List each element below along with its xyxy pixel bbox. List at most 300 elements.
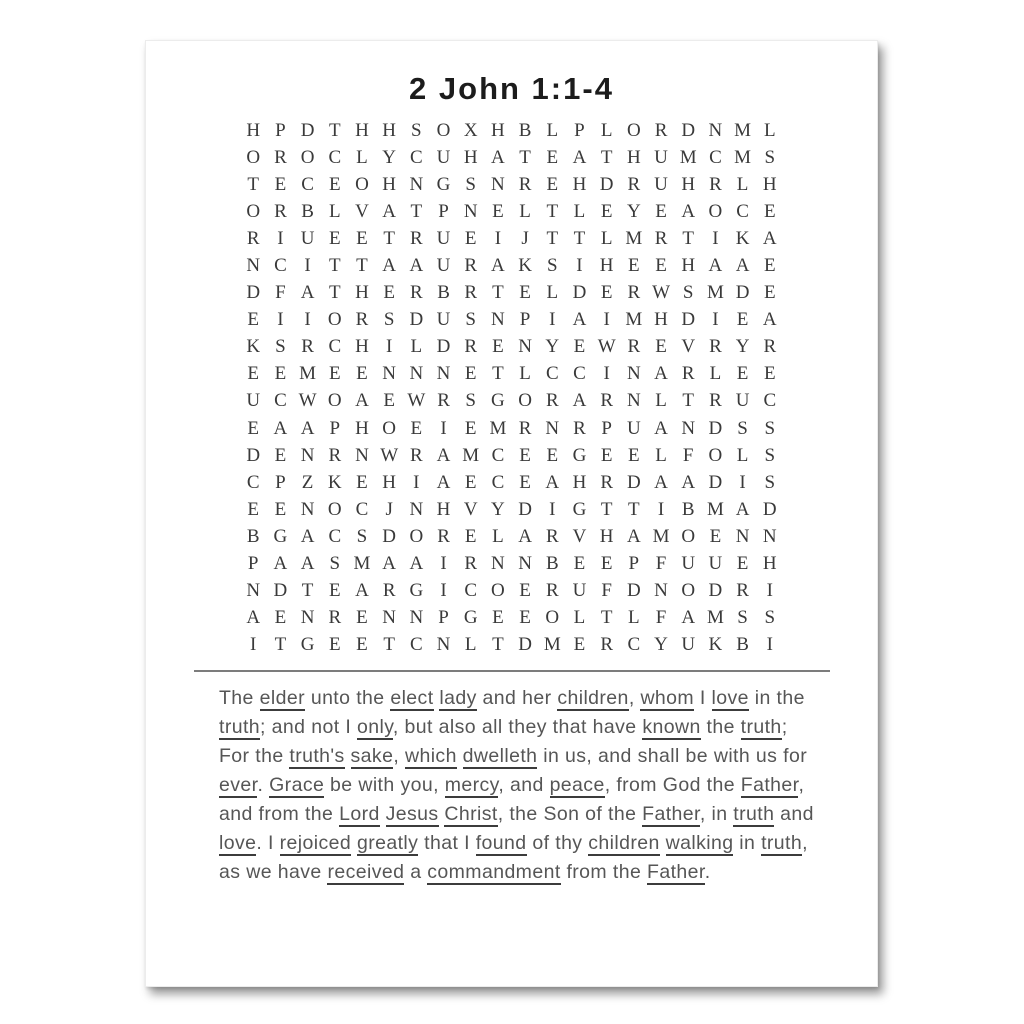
passage-text: from the [560, 860, 648, 883]
grid-letter: R [274, 146, 287, 168]
passage-text: . I [256, 831, 280, 854]
passage-text: and her [476, 686, 558, 709]
grid-letter: A [409, 255, 424, 277]
grid-letter: W [407, 390, 426, 412]
hidden-word: which [404, 744, 457, 767]
grid-letter: R [654, 119, 668, 141]
grid-letter: I [712, 227, 719, 249]
grid-letter: I [603, 363, 610, 385]
hidden-word: elder [259, 686, 305, 709]
passage-text: The [219, 686, 260, 709]
hidden-word: dwelleth [462, 744, 538, 767]
grid-letter: L [655, 444, 667, 466]
passage-text: , in [699, 802, 734, 825]
grid-letter: A [735, 255, 750, 277]
grid-letter: R [355, 309, 369, 331]
passage-text: I [694, 686, 712, 709]
grid-letter: E [328, 363, 341, 385]
grid-letter: A [572, 309, 587, 331]
grid-letter: M [706, 282, 724, 304]
grid-letter: T [546, 200, 559, 222]
grid-letter: E [247, 309, 260, 331]
passage-text: as we have [219, 860, 328, 883]
hidden-word: truth [219, 715, 261, 738]
grid-row [146, 225, 877, 252]
grid-letter: R [464, 255, 478, 277]
grid-letter: G [572, 498, 587, 520]
grid-letter: E [274, 444, 287, 466]
grid-letter: E [736, 309, 749, 331]
grid-letter: A [300, 417, 315, 439]
grid-letter: I [549, 309, 556, 331]
grid-letter: H [572, 173, 587, 195]
grid-letter: I [603, 309, 610, 331]
grid-letter: L [628, 607, 640, 629]
grid-letter: U [436, 146, 451, 168]
grid-letter: N [382, 607, 397, 629]
grid-row [146, 334, 877, 361]
grid-row [146, 171, 877, 198]
grid-letter: R [328, 607, 342, 629]
passage-text [345, 745, 351, 767]
grid-letter: N [735, 525, 750, 547]
grid-letter: A [762, 227, 777, 249]
grid-letter: D [273, 580, 288, 602]
grid-letter: U [572, 580, 587, 602]
grid-letter: O [409, 525, 424, 547]
hidden-word: peace [549, 773, 605, 796]
grid-letter: A [382, 200, 397, 222]
grid-letter: H [762, 553, 777, 575]
hidden-word: commandment [427, 860, 561, 883]
hidden-word: ever [219, 773, 258, 796]
grid-letter: W [380, 444, 399, 466]
grid-letter: E [247, 498, 260, 520]
grid-letter: M [625, 309, 643, 331]
grid-row [146, 578, 877, 605]
passage-line [219, 858, 849, 887]
grid-letter: C [328, 525, 342, 547]
grid-letter: W [652, 282, 670, 304]
grid-letter: U [654, 146, 668, 168]
grid-letter: D [246, 444, 261, 466]
grid-letter: U [626, 417, 641, 439]
grid-letter: C [709, 146, 722, 168]
grid-letter: G [463, 607, 478, 629]
grid-row [146, 469, 877, 496]
grid-letter: N [626, 363, 641, 385]
grid-letter: Y [626, 200, 641, 222]
hidden-word: walking [665, 831, 734, 854]
grid-letter: M [462, 444, 480, 466]
grid-letter: D [572, 282, 587, 304]
grid-letter: U [436, 309, 451, 331]
grid-letter: O [626, 119, 641, 141]
page-title: 2 John 1:1-4 [409, 71, 614, 106]
grid-letter: D [626, 471, 641, 493]
grid-letter: N [708, 119, 723, 141]
grid-letter: C [328, 336, 342, 358]
grid-letter: E [655, 336, 667, 358]
grid-letter: E [763, 363, 776, 385]
grid-letter: T [301, 580, 314, 602]
grid-letter: T [247, 173, 260, 195]
grid-letter: E [628, 444, 640, 466]
grid-letter: C [355, 498, 369, 520]
grid-letter: N [355, 444, 369, 466]
grid-letter: S [682, 282, 694, 304]
grid-letter: C [328, 146, 342, 168]
grid-letter: M [706, 607, 724, 629]
grid-letter: V [463, 498, 478, 520]
grid-letter: V [572, 525, 587, 547]
grid-letter: S [465, 309, 476, 331]
hidden-word: only [356, 715, 393, 738]
grid-letter: E [763, 282, 776, 304]
grid-letter: R [545, 525, 559, 547]
grid-letter: E [546, 444, 559, 466]
grid-row [146, 388, 877, 415]
grid-letter: N [436, 634, 451, 656]
grid-letter: E [546, 146, 559, 168]
grid-letter: A [436, 444, 451, 466]
grid-letter: R [681, 363, 695, 385]
grid-letter: E [356, 363, 368, 385]
grid-letter: M [734, 119, 752, 141]
grid-letter: Y [654, 634, 668, 656]
grid-letter: T [328, 282, 341, 304]
grid-letter: N [300, 444, 315, 466]
grid-letter: D [735, 282, 750, 304]
hidden-word: children [557, 686, 629, 709]
passage-text: be with you, [324, 773, 445, 796]
grid-letter: A [300, 525, 315, 547]
grid-letter: T [328, 119, 341, 141]
grid-letter: A [382, 553, 397, 575]
grid-letter: E [274, 498, 287, 520]
grid-letter: R [410, 444, 423, 466]
grid-letter: L [519, 363, 531, 385]
grid-letter: H [355, 417, 369, 439]
grid-letter: C [763, 390, 777, 412]
grid-letter: E [763, 255, 776, 277]
grid-letter: A [300, 282, 315, 304]
grid-letter: M [706, 498, 724, 520]
grid-letter: E [328, 173, 341, 195]
passage-text: in the [748, 686, 805, 709]
passage-text [380, 803, 386, 825]
grid-letter: P [628, 553, 640, 575]
grid-letter: A [491, 146, 505, 168]
grid-letter: H [762, 173, 777, 195]
grid-letter: S [737, 417, 748, 439]
grid-letter: N [491, 553, 505, 575]
grid-letter: E [356, 607, 368, 629]
grid-letter: C [627, 634, 641, 656]
grid-letter: N [300, 498, 315, 520]
grid-letter: K [246, 336, 261, 358]
hidden-word: Father [647, 860, 705, 883]
grid-letter: L [519, 200, 531, 222]
hidden-word: greatly [356, 831, 419, 854]
grid-letter: L [709, 363, 722, 385]
grid-letter: C [274, 390, 287, 412]
passage-text: , [802, 831, 808, 854]
verse-passage [219, 684, 849, 887]
grid-letter: R [627, 173, 641, 195]
grid-letter: C [491, 444, 505, 466]
grid-letter: R [464, 336, 478, 358]
grid-letter: P [438, 200, 449, 222]
grid-letter: I [277, 309, 284, 331]
grid-letter: R [464, 282, 478, 304]
grid-letter: C [545, 363, 559, 385]
grid-letter: O [327, 390, 342, 412]
grid-letter: E [383, 282, 395, 304]
grid-letter: E [328, 634, 341, 656]
grid-letter: L [600, 119, 613, 141]
grid-letter: I [576, 255, 583, 277]
hidden-word: children [588, 831, 660, 854]
grid-letter: M [625, 227, 643, 249]
grid-letter: H [572, 471, 587, 493]
hidden-word: Jesus [385, 802, 439, 825]
grid-letter: H [681, 173, 696, 195]
grid-letter: T [492, 282, 504, 304]
grid-letter: J [521, 227, 529, 249]
grid-letter: I [277, 227, 284, 249]
grid-letter: H [681, 255, 696, 277]
grid-letter: R [518, 417, 532, 439]
grid-letter: B [301, 200, 314, 222]
grid-letter: R [627, 282, 641, 304]
grid-letter: E [328, 227, 341, 249]
grid-letter: R [627, 336, 641, 358]
grid-letter: O [708, 444, 723, 466]
grid-letter: C [274, 255, 287, 277]
passage-text [457, 745, 463, 767]
grid-letter: N [545, 417, 560, 439]
grid-letter: A [681, 607, 696, 629]
grid-letter: R [410, 227, 423, 249]
grid-letter: N [246, 580, 261, 602]
hidden-word: Grace [269, 773, 325, 796]
grid-letter: A [735, 498, 750, 520]
grid-letter: G [273, 525, 288, 547]
passage-text: , [628, 686, 641, 709]
grid-letter: E [600, 553, 613, 575]
grid-letter: I [440, 553, 447, 575]
passage-text: and [774, 802, 814, 825]
passage-text: a [404, 860, 428, 883]
grid-letter: K [735, 227, 750, 249]
grid-letter: D [382, 525, 397, 547]
grid-letter: S [737, 607, 748, 629]
passage-text: , [798, 773, 805, 796]
grid-letter: O [382, 417, 397, 439]
grid-letter: A [545, 471, 560, 493]
passage-text: , and [498, 773, 550, 796]
grid-letter: R [600, 390, 613, 412]
grid-letter: T [600, 498, 613, 520]
grid-letter: O [246, 146, 261, 168]
passage-text: unto the [305, 686, 391, 709]
grid-letter: N [246, 255, 261, 277]
grid-letter: E [410, 417, 423, 439]
grid-letter: B [518, 119, 532, 141]
grid-letter: R [545, 390, 559, 412]
grid-letter: T [410, 200, 423, 222]
grid-letter: T [492, 634, 504, 656]
grid-letter: P [275, 119, 286, 141]
grid-letter: I [657, 498, 665, 520]
passage-text: , [393, 744, 405, 767]
grid-letter: O [681, 580, 696, 602]
grid-letter: R [709, 173, 722, 195]
grid-letter: K [518, 255, 532, 277]
grid-letter: G [409, 580, 424, 602]
grid-letter: H [436, 498, 451, 520]
hidden-word: mercy [444, 773, 499, 796]
passage-line [219, 829, 849, 858]
grid-letter: U [436, 255, 451, 277]
grid-letter: P [574, 119, 585, 141]
grid-letter: L [573, 200, 586, 222]
grid-letter: A [518, 525, 532, 547]
grid-letter: E [492, 336, 504, 358]
grid-letter: E [600, 444, 613, 466]
grid-letter: T [383, 634, 395, 656]
grid-letter: Y [545, 336, 560, 358]
grid-letter: H [355, 119, 369, 141]
grid-letter: U [246, 390, 261, 412]
grid-letter: H [463, 146, 478, 168]
grid-letter: F [275, 282, 286, 304]
grid-letter: Y [382, 146, 397, 168]
grid-letter: E [573, 634, 586, 656]
grid-letter: A [572, 146, 587, 168]
passage-line [219, 771, 849, 800]
grid-letter: I [385, 336, 393, 358]
grid-letter: E [464, 417, 477, 439]
grid-letter: O [300, 146, 315, 168]
passage-text: , but also all they that have [392, 715, 643, 738]
grid-letter: D [518, 634, 532, 656]
grid-letter: R [410, 282, 423, 304]
grid-letter: A [708, 255, 723, 277]
grid-letter: T [356, 255, 368, 277]
passage-text: , from God the [604, 773, 741, 796]
grid-letter: R [736, 580, 749, 602]
grid-letter: N [409, 607, 424, 629]
grid-letter: T [600, 607, 613, 629]
grid-letter: I [549, 498, 556, 520]
grid-letter: M [489, 417, 507, 439]
grid-letter: E [519, 471, 531, 493]
grid-letter: L [763, 119, 776, 141]
grid-letter: G [572, 444, 587, 466]
grid-letter: T [328, 255, 341, 277]
grid-letter: N [491, 309, 505, 331]
grid-letter: S [764, 607, 776, 629]
grid-letter: D [436, 336, 451, 358]
grid-letter: W [597, 336, 616, 358]
grid-letter: R [382, 580, 396, 602]
grid-row [146, 551, 877, 578]
grid-letter: E [573, 553, 586, 575]
passage-line [219, 800, 849, 829]
grid-letter: I [766, 634, 773, 656]
grid-letter: E [464, 525, 477, 547]
grid-row [146, 361, 877, 388]
grid-letter: T [383, 227, 395, 249]
grid-letter: D [626, 580, 641, 602]
grid-letter: A [572, 390, 587, 412]
grid-letter: N [463, 200, 478, 222]
passage-text: in us, and shall be with us for [537, 744, 808, 767]
grid-letter: L [546, 282, 559, 304]
grid-letter: J [385, 498, 393, 520]
grid-letter: G [491, 390, 505, 412]
hidden-word: Father [740, 773, 799, 796]
grid-letter: A [382, 255, 397, 277]
grid-letter: G [300, 634, 315, 656]
grid-letter: R [274, 200, 287, 222]
grid-letter: M [679, 146, 697, 168]
passage-text: in [733, 831, 762, 854]
grid-letter: L [546, 119, 559, 141]
grid-letter: N [409, 363, 424, 385]
grid-letter: E [356, 227, 368, 249]
grid-letter: U [654, 173, 668, 195]
grid-letter: S [764, 417, 776, 439]
grid-letter: E [736, 363, 749, 385]
passage-text: ; and not I [260, 715, 357, 738]
grid-letter: D [762, 498, 777, 520]
passage-text: For the [219, 744, 290, 767]
grid-letter: D [708, 417, 723, 439]
grid-letter: L [655, 390, 667, 412]
hidden-word: truth's [289, 744, 345, 767]
hidden-word: lady [439, 686, 477, 709]
grid-letter: A [762, 309, 777, 331]
grid-letter: C [491, 471, 505, 493]
grid-letter: H [654, 309, 668, 331]
grid-letter: L [492, 525, 504, 547]
grid-letter: C [410, 146, 423, 168]
grid-letter: E [600, 282, 613, 304]
grid-letter: E [464, 363, 477, 385]
grid-letter: L [410, 336, 423, 358]
grid-letter: H [382, 173, 397, 195]
grid-letter: E [655, 255, 667, 277]
passage-text: . [257, 773, 270, 796]
grid-letter: S [546, 255, 558, 277]
grid-letter: E [709, 525, 722, 547]
grid-letter: E [464, 471, 477, 493]
grid-letter: R [654, 227, 668, 249]
hidden-word: found [475, 831, 527, 854]
grid-letter: I [304, 309, 311, 331]
grid-letter: O [327, 309, 342, 331]
grid-row [146, 442, 877, 469]
grid-letter: T [519, 146, 531, 168]
passage-text: the [700, 715, 741, 738]
grid-letter: I [712, 309, 719, 331]
grid-letter: N [518, 336, 532, 358]
grid-letter: L [356, 146, 368, 168]
passage-text: . [704, 860, 711, 883]
